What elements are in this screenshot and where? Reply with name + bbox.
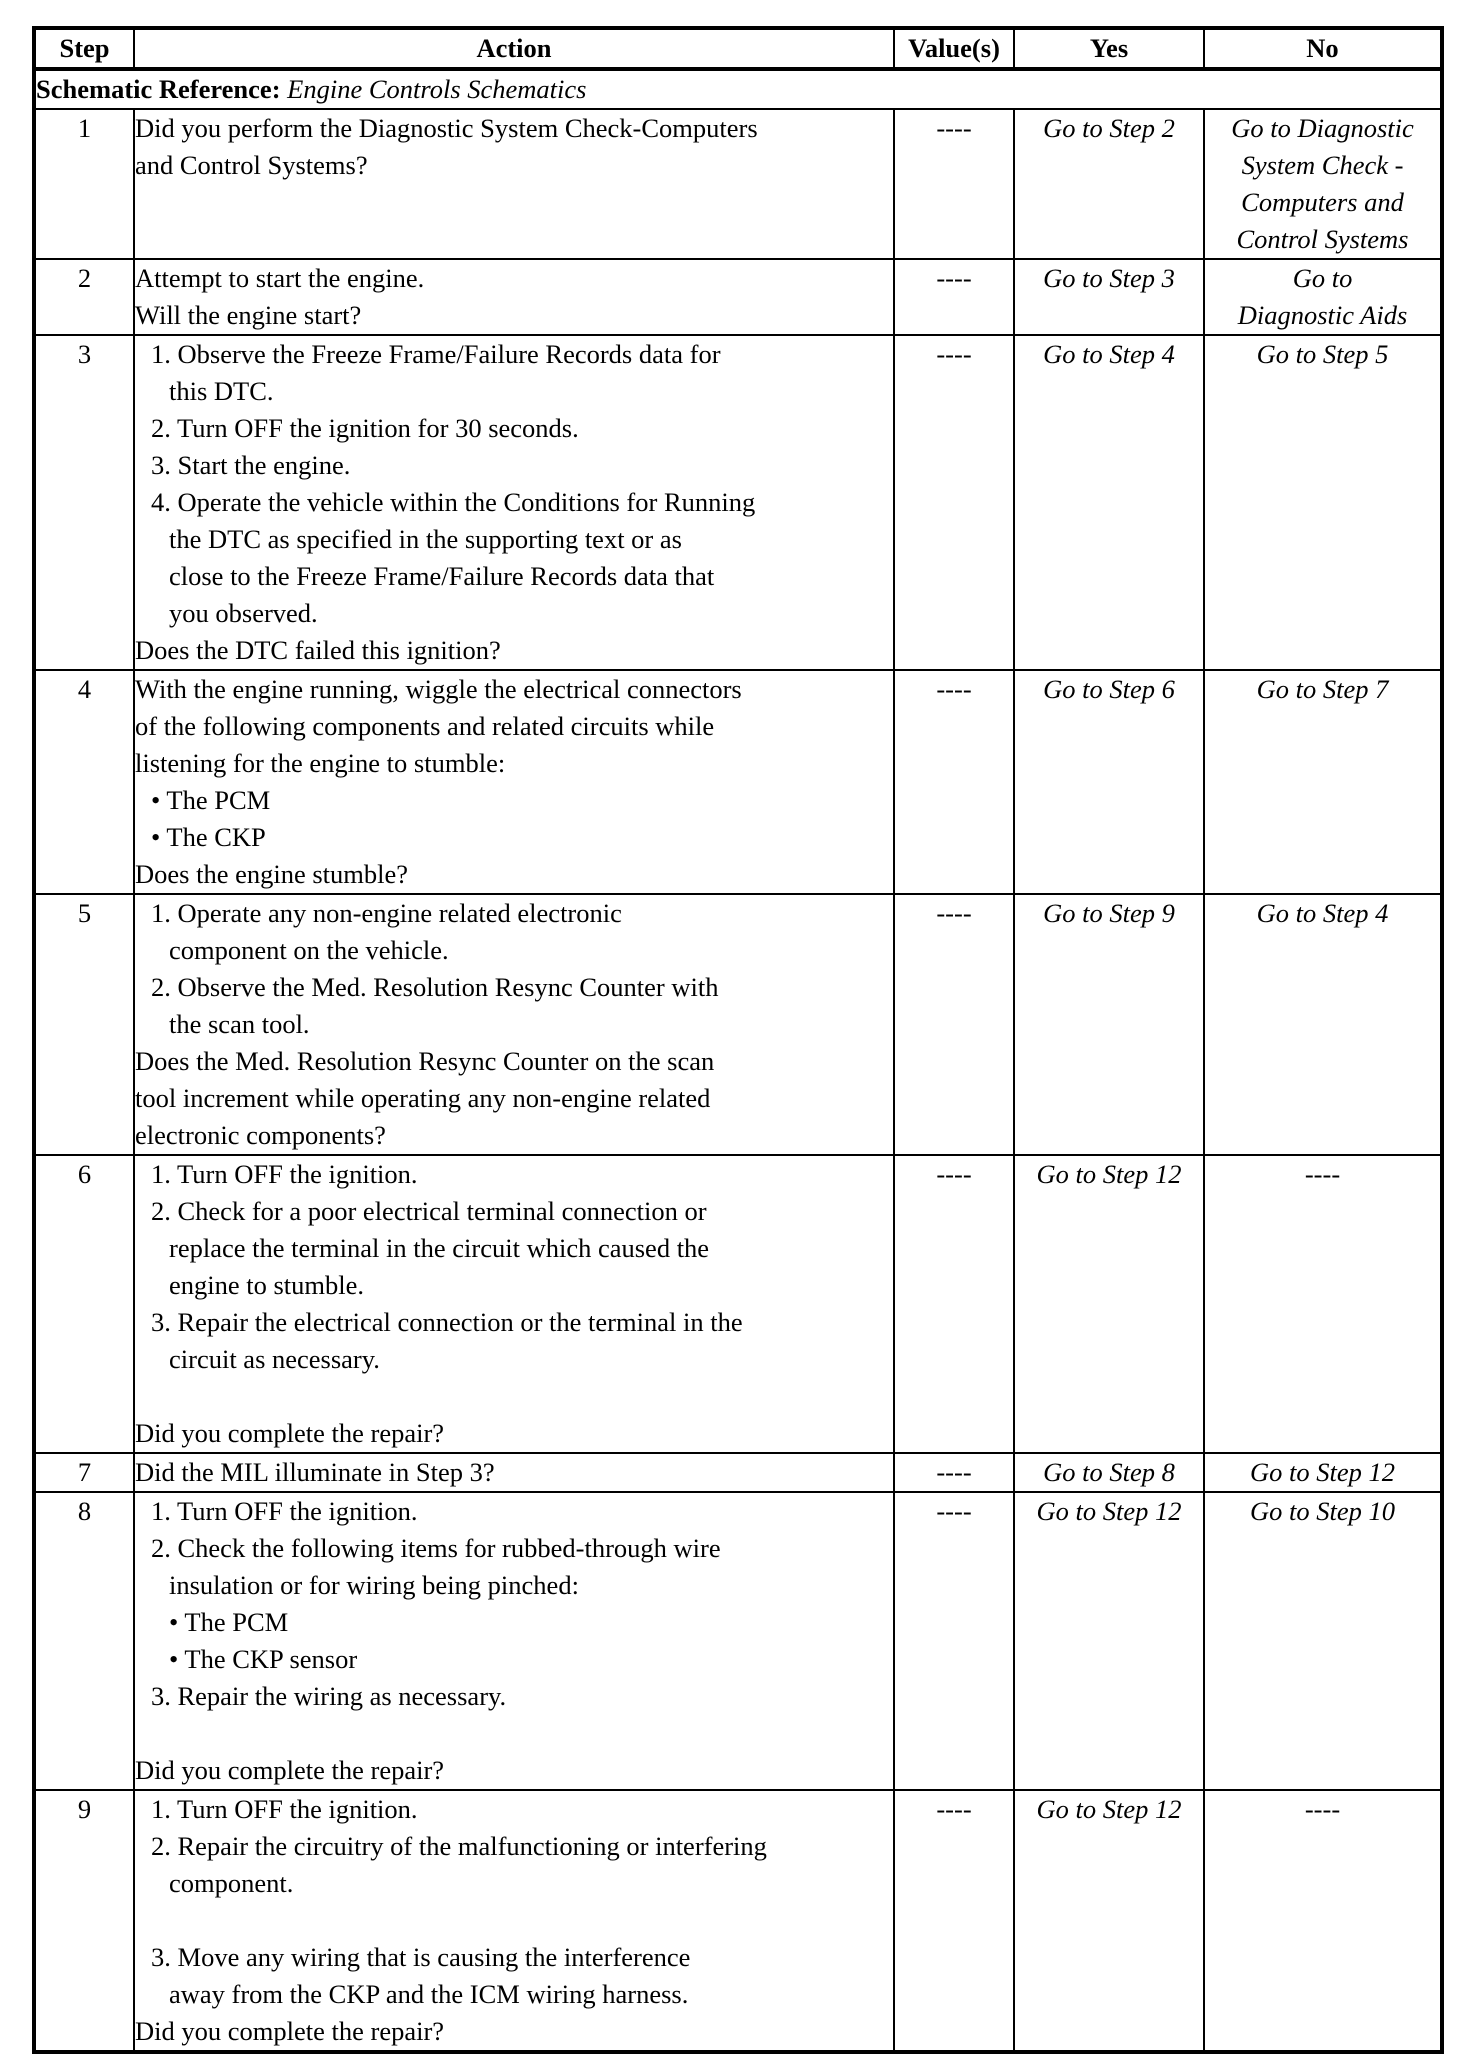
step-value: ----	[894, 259, 1014, 335]
step-action	[134, 1453, 894, 1492]
step-number: 8	[34, 1492, 134, 1790]
no-action-line: Diagnostic Aids	[1237, 300, 1408, 330]
action-line: 2. Check the following items for rubbed-through wire	[151, 1533, 721, 1563]
yes-action-link[interactable]: Go to Step 8	[1014, 1453, 1204, 1492]
step-row-2	[34, 259, 1442, 335]
step-number: 3	[34, 335, 134, 670]
step-action	[134, 335, 894, 670]
action-line: Did you complete the repair?	[135, 2016, 445, 2046]
action-line: • The CKP sensor	[169, 1644, 358, 1674]
step-number: 5	[34, 894, 134, 1155]
no-action-line: Go to Diagnostic	[1231, 113, 1414, 143]
action-line: replace the terminal in the circuit which caused the	[169, 1233, 710, 1263]
action-line: With the engine running, wiggle the electrical connectors	[135, 674, 742, 704]
schematic-reference-row	[34, 69, 1442, 109]
yes-action-link[interactable]: Go to Step 4	[1014, 335, 1204, 670]
step-number: 6	[34, 1155, 134, 1453]
header-action: Action	[134, 28, 894, 69]
no-action-link[interactable]: Go to Step 10	[1204, 1492, 1442, 1790]
action-line: • The PCM	[169, 1607, 289, 1637]
diagnostic-document	[32, 26, 1440, 2054]
no-action-link[interactable]	[1204, 109, 1442, 259]
no-action-link[interactable]: Go to Step 7	[1204, 670, 1442, 894]
action-line: engine to stumble.	[169, 1270, 365, 1300]
step-value: ----	[894, 335, 1014, 670]
action-line: this DTC.	[169, 376, 274, 406]
action-line: 1. Turn OFF the ignition.	[151, 1496, 418, 1526]
step-row-6	[34, 1155, 1442, 1453]
action-line: listening for the engine to stumble:	[135, 748, 506, 778]
action-line: • The CKP	[151, 822, 266, 852]
action-line: 2. Turn OFF the ignition for 30 seconds.	[151, 413, 579, 443]
action-line: insulation or for wiring being pinched:	[169, 1570, 579, 1600]
step-value: ----	[894, 670, 1014, 894]
step-value: ----	[894, 1155, 1014, 1453]
action-line: 1. Turn OFF the ignition.	[151, 1794, 418, 1824]
step-value: ----	[894, 1453, 1014, 1492]
action-line: 2. Check for a poor electrical terminal connection or	[151, 1196, 707, 1226]
action-line: away from the CKP and the ICM wiring harness.	[169, 1979, 689, 2009]
step-row-8	[34, 1492, 1442, 1790]
action-line: Did you complete the repair?	[135, 1755, 445, 1785]
no-action-link[interactable]: Go to Step 4	[1204, 894, 1442, 1155]
step-value: ----	[894, 1492, 1014, 1790]
action-line: 3. Repair the wiring as necessary.	[151, 1681, 507, 1711]
step-number: 4	[34, 670, 134, 894]
no-action-line: Computers and	[1241, 187, 1404, 217]
header-row	[34, 28, 1442, 69]
no-action-line: Go to	[1292, 263, 1353, 293]
action-line: Attempt to start the engine.	[135, 263, 425, 293]
step-value: ----	[894, 109, 1014, 259]
action-line: Did you complete the repair?	[135, 1418, 445, 1448]
action-line: close to the Freeze Frame/Failure Records data that	[169, 561, 715, 591]
action-line: and Control Systems?	[135, 150, 368, 180]
action-line: 2. Repair the circuitry of the malfunctioning or interfering	[151, 1831, 767, 1861]
step-value: ----	[894, 894, 1014, 1155]
step-action	[134, 894, 894, 1155]
step-number: 1	[34, 109, 134, 259]
step-action	[134, 1155, 894, 1453]
header-yes: Yes	[1014, 28, 1204, 69]
action-line: 2. Observe the Med. Resolution Resync Counter with	[151, 972, 719, 1002]
action-line: • The PCM	[151, 785, 271, 815]
no-action-link[interactable]: Go to Step 12	[1204, 1453, 1442, 1492]
action-line: the DTC as specified in the supporting text or as	[169, 524, 682, 554]
header-step: Step	[34, 28, 134, 69]
yes-action-link[interactable]: Go to Step 12	[1014, 1155, 1204, 1453]
yes-action-link[interactable]: Go to Step 3	[1014, 259, 1204, 335]
action-line: tool increment while operating any non-engine related	[135, 1083, 711, 1113]
action-line: Does the Med. Resolution Resync Counter on the scan	[135, 1046, 715, 1076]
step-action	[134, 259, 894, 335]
action-line: of the following components and related circuits while	[135, 711, 715, 741]
step-row-1	[34, 109, 1442, 259]
action-line: 3. Move any wiring that is causing the interference	[151, 1942, 691, 1972]
step-action	[134, 1492, 894, 1790]
step-number: 7	[34, 1453, 134, 1492]
no-action-link[interactable]: Go to Step 5	[1204, 335, 1442, 670]
step-number: 9	[34, 1790, 134, 2052]
step-row-3	[34, 335, 1442, 670]
step-row-4	[34, 670, 1442, 894]
action-line: component.	[169, 1868, 294, 1898]
yes-action-link[interactable]: Go to Step 12	[1014, 1790, 1204, 2052]
no-action-line: System Check -	[1241, 150, 1404, 180]
no-action-link[interactable]	[1204, 259, 1442, 335]
action-line: 3. Repair the electrical connection or the terminal in the	[151, 1307, 743, 1337]
action-line: 4. Operate the vehicle within the Conditions for Running	[151, 487, 756, 517]
step-row-9	[34, 1790, 1442, 2052]
header-values: Value(s)	[894, 28, 1014, 69]
no-action-value: ----	[1204, 1790, 1442, 2052]
header-no: No	[1204, 28, 1442, 69]
action-line: Does the DTC failed this ignition?	[135, 635, 501, 665]
no-action-value: ----	[1204, 1155, 1442, 1453]
step-row-7	[34, 1453, 1442, 1492]
schematic-reference-label: Schematic Reference:	[36, 74, 281, 104]
step-row-5	[34, 894, 1442, 1155]
yes-action-link[interactable]: Go to Step 9	[1014, 894, 1204, 1155]
no-action-line: Control Systems	[1236, 224, 1409, 254]
step-value: ----	[894, 1790, 1014, 2052]
yes-action-link[interactable]: Go to Step 6	[1014, 670, 1204, 894]
step-number: 2	[34, 259, 134, 335]
action-line: component on the vehicle.	[169, 935, 449, 965]
action-line: 1. Operate any non-engine related electronic	[151, 898, 622, 928]
action-line: 3. Start the engine.	[151, 450, 351, 480]
action-line: the scan tool.	[169, 1009, 310, 1039]
action-line: Did you perform the Diagnostic System Check-Computers	[135, 113, 758, 143]
action-line: electronic components?	[135, 1120, 386, 1150]
schematic-reference-link[interactable]: Engine Controls Schematics	[287, 74, 587, 104]
action-line: 1. Observe the Freeze Frame/Failure Records data for	[151, 339, 721, 369]
action-line: circuit as necessary.	[169, 1344, 380, 1374]
yes-action-link[interactable]: Go to Step 2	[1014, 109, 1204, 259]
step-action	[134, 1790, 894, 2052]
action-line: Does the engine stumble?	[135, 859, 409, 889]
action-line: Did the MIL illuminate in Step 3?	[135, 1457, 495, 1487]
step-action	[134, 109, 894, 259]
action-line: 1. Turn OFF the ignition.	[151, 1159, 418, 1189]
action-line: Will the engine start?	[135, 300, 362, 330]
step-action	[134, 670, 894, 894]
yes-action-link[interactable]: Go to Step 12	[1014, 1492, 1204, 1790]
action-line: you observed.	[169, 598, 318, 628]
schematic-reference	[34, 69, 1442, 109]
diagnostic-table	[32, 26, 1444, 2054]
